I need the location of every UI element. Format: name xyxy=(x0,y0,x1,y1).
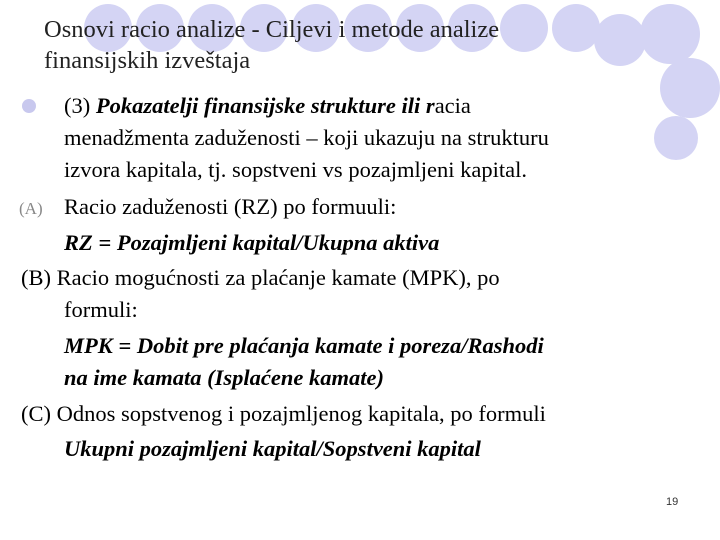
item-a-label: (A) xyxy=(19,199,43,218)
item-b-line-1: (B) Racio mogućnosti za plaćanje kamate (MPK), po xyxy=(21,265,500,290)
slide-title-line-2: finansijskih izveštaja xyxy=(44,47,251,74)
item-c-line-1: (C) Odnos sopstvenog i pozajmljenog kapitala, po formuli xyxy=(21,401,546,426)
bullet-line-1 xyxy=(64,92,471,120)
bullet-line-2: menadžmenta zaduženosti – koji ukazuju na strukturu xyxy=(64,125,549,150)
bullet-line-3: izvora kapitala, tj. sopstveni vs pozajmljeni kapital. xyxy=(64,157,528,182)
bullet-suffix: acia xyxy=(434,93,471,118)
bullet-emphasis: Pokazatelji finansijske strukture ili r xyxy=(95,93,435,118)
item-c-formula: Ukupni pozajmljeni kapital/Sopstveni kapital xyxy=(64,436,481,461)
slide-title-line-1: Osnovi racio analize - Ciljevi i metode analize xyxy=(44,16,500,43)
page-number: 19 xyxy=(666,496,679,508)
bullet-prefix: (3) xyxy=(64,93,96,118)
item-a-text: Racio zaduženosti (RZ) po formuuli: xyxy=(64,194,397,219)
item-a-formula: RZ = Pozajmljeni kapital/Ukupna aktiva xyxy=(64,230,440,255)
item-b-formula-line-1: MPK = Dobit pre plaćanja kamate i poreza/Rashodi xyxy=(64,333,544,358)
item-b-formula-line-2: na ime kamata (Isplaćene kamate) xyxy=(64,365,384,390)
item-b-line-2: formuli: xyxy=(64,297,138,322)
bullet-dot-icon xyxy=(22,99,36,113)
